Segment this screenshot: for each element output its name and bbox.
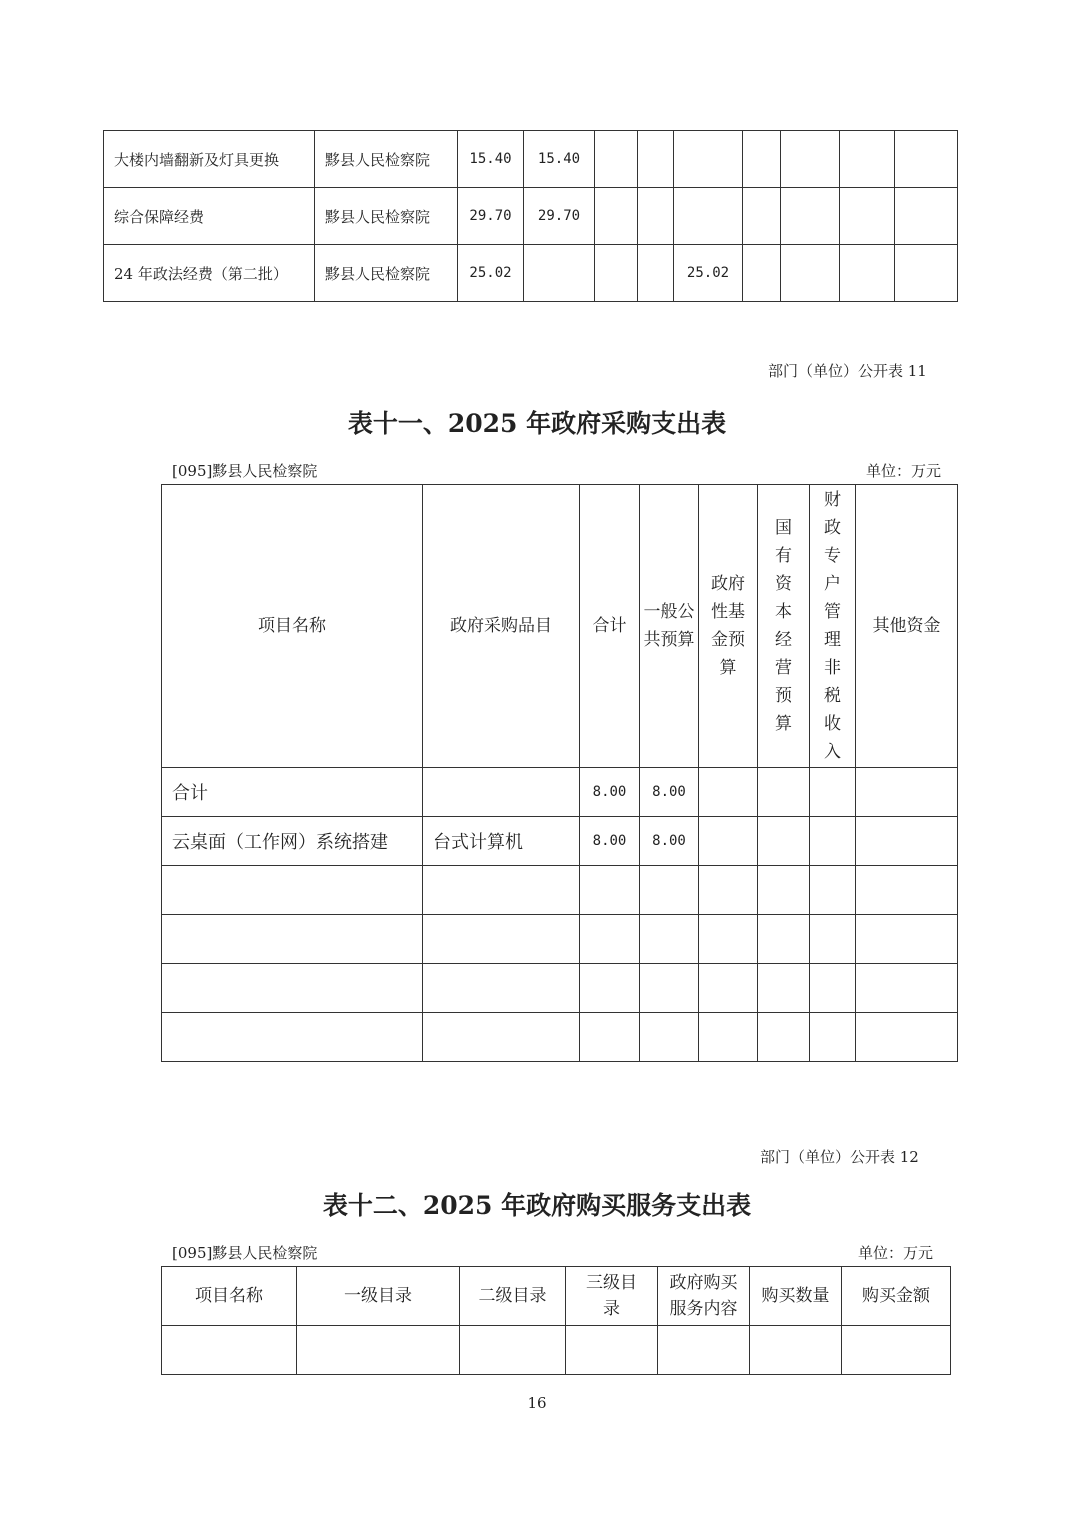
total-cell (580, 915, 640, 964)
procurement-item-cell (423, 1013, 580, 1062)
header-procurement-item: 政府采购品目 (423, 485, 580, 768)
amount-cell: 25.02 (458, 245, 524, 302)
general-budget-cell (640, 964, 699, 1013)
amount-cell (895, 188, 958, 245)
table-cell (750, 1326, 842, 1375)
amount-cell (840, 245, 895, 302)
amount-cell (595, 245, 638, 302)
empty-cell (810, 964, 856, 1013)
table11-title: 表十一、2025 年政府采购支出表 (347, 409, 727, 438)
amount-cell (895, 245, 958, 302)
amount-cell (781, 245, 840, 302)
table-row (104, 245, 958, 302)
header-level3-line2: 录 (603, 1299, 620, 1319)
table-cell (297, 1326, 460, 1375)
project-name-cell: 24 年政法经费（第二批） (104, 245, 315, 302)
amount-cell (781, 131, 840, 188)
empty-cell (758, 817, 810, 866)
empty-cell (810, 915, 856, 964)
total-cell (580, 866, 640, 915)
general-budget-cell: 8.00 (640, 768, 699, 817)
project-name-cell (162, 964, 423, 1013)
table-row (162, 817, 958, 866)
project-name-cell: 云桌面（工作网）系统搭建 (162, 817, 423, 866)
total-cell (580, 1013, 640, 1062)
project-expense-table (103, 130, 958, 302)
empty-cell (856, 964, 958, 1013)
empty-cell (856, 866, 958, 915)
amount-cell (840, 131, 895, 188)
procurement-item-cell (423, 866, 580, 915)
header-fund-budget-text: 政府性基金预算 (711, 574, 745, 678)
table-row (162, 964, 958, 1013)
header-state-capital-text: 国有资本经营预算 (775, 518, 792, 734)
amount-cell (895, 131, 958, 188)
header-fund-budget (699, 485, 758, 768)
empty-cell (758, 866, 810, 915)
total-cell (580, 964, 640, 1013)
table-row (162, 768, 958, 817)
total-cell: 8.00 (580, 817, 640, 866)
table12-note: 部门（单位）公开表 12 (760, 1148, 919, 1166)
amount-cell (743, 131, 781, 188)
amount-cell (638, 245, 674, 302)
amount-cell (674, 188, 743, 245)
header-service-content-line2: 服务内容 (669, 1299, 738, 1319)
header-service-content (658, 1267, 750, 1326)
table-row (162, 866, 958, 915)
table12-unit: 单位：万元 (858, 1244, 934, 1262)
table-row (162, 915, 958, 964)
empty-cell (699, 866, 758, 915)
table11-note: 部门（单位）公开表 11 (768, 362, 927, 380)
empty-cell (856, 817, 958, 866)
table-row (162, 1013, 958, 1062)
header-other-funds: 其他资金 (856, 485, 958, 768)
header-special-account (810, 485, 856, 768)
general-budget-cell (640, 866, 699, 915)
general-budget-cell (640, 915, 699, 964)
amount-cell (743, 245, 781, 302)
empty-cell (758, 915, 810, 964)
general-budget-cell (640, 1013, 699, 1062)
table-cell (658, 1326, 750, 1375)
amount-cell (743, 188, 781, 245)
empty-cell (856, 768, 958, 817)
table-cell (162, 1326, 297, 1375)
header-state-capital (758, 485, 810, 768)
header-level1: 一级目录 (297, 1267, 460, 1326)
table-cell (460, 1326, 566, 1375)
project-name-cell: 综合保障经费 (104, 188, 315, 245)
table-cell (842, 1326, 951, 1375)
empty-cell (758, 964, 810, 1013)
header-general-budget-text: 一般公共预算 (643, 602, 695, 650)
empty-cell (810, 817, 856, 866)
total-cell: 8.00 (580, 768, 640, 817)
table12-org: [095]黟县人民检察院 (172, 1244, 318, 1262)
empty-cell (758, 768, 810, 817)
unit-cell: 黟县人民检察院 (315, 188, 458, 245)
header-level2: 二级目录 (460, 1267, 566, 1326)
unit-cell: 黟县人民检察院 (315, 245, 458, 302)
procurement-item-cell (423, 768, 580, 817)
empty-cell (758, 1013, 810, 1062)
amount-cell (840, 188, 895, 245)
table12-header-row (162, 1267, 951, 1326)
empty-cell (699, 768, 758, 817)
project-name-cell (162, 1013, 423, 1062)
amount-cell (638, 131, 674, 188)
amount-cell (595, 131, 638, 188)
procurement-item-cell (423, 964, 580, 1013)
project-name-cell (162, 866, 423, 915)
amount-cell: 15.40 (458, 131, 524, 188)
header-level3-line1: 三级目 (586, 1273, 637, 1293)
procurement-item-cell: 台式计算机 (423, 817, 580, 866)
table11-header-row (162, 485, 958, 768)
header-service-content-line1: 政府购买 (669, 1273, 738, 1293)
service-purchase-table (161, 1266, 951, 1375)
empty-cell (699, 817, 758, 866)
amount-cell (524, 245, 595, 302)
empty-cell (699, 1013, 758, 1062)
general-budget-cell: 8.00 (640, 817, 699, 866)
table-row (162, 1326, 951, 1375)
header-level3 (566, 1267, 658, 1326)
empty-cell (810, 768, 856, 817)
amount-cell: 25.02 (674, 245, 743, 302)
table-row (104, 188, 958, 245)
empty-cell (699, 915, 758, 964)
header-project-name: 项目名称 (162, 485, 423, 768)
project-name-cell: 大楼内墙翻新及灯具更换 (104, 131, 315, 188)
header-amount: 购买金额 (842, 1267, 951, 1326)
amount-cell: 15.40 (524, 131, 595, 188)
empty-cell (699, 964, 758, 1013)
table-cell (566, 1326, 658, 1375)
header-special-account-text: 财政专户管理非税收入 (824, 490, 841, 762)
project-name-cell (162, 915, 423, 964)
unit-cell: 黟县人民检察院 (315, 131, 458, 188)
page-number: 16 (527, 1394, 547, 1412)
header-project-name: 项目名称 (162, 1267, 297, 1326)
procurement-table (161, 484, 958, 1062)
amount-cell: 29.70 (458, 188, 524, 245)
project-name-cell: 合计 (162, 768, 423, 817)
header-total: 合计 (580, 485, 640, 768)
procurement-item-cell (423, 915, 580, 964)
header-general-budget (640, 485, 699, 768)
empty-cell (856, 1013, 958, 1062)
amount-cell (595, 188, 638, 245)
amount-cell (638, 188, 674, 245)
amount-cell (674, 131, 743, 188)
table11-org: [095]黟县人民检察院 (172, 462, 318, 480)
table-row (104, 131, 958, 188)
table12-title: 表十二、2025 年政府购买服务支出表 (322, 1191, 752, 1220)
amount-cell (781, 188, 840, 245)
empty-cell (856, 915, 958, 964)
empty-cell (810, 1013, 856, 1062)
empty-cell (810, 866, 856, 915)
header-quantity: 购买数量 (750, 1267, 842, 1326)
table11-unit: 单位：万元 (866, 462, 942, 480)
amount-cell: 29.70 (524, 188, 595, 245)
